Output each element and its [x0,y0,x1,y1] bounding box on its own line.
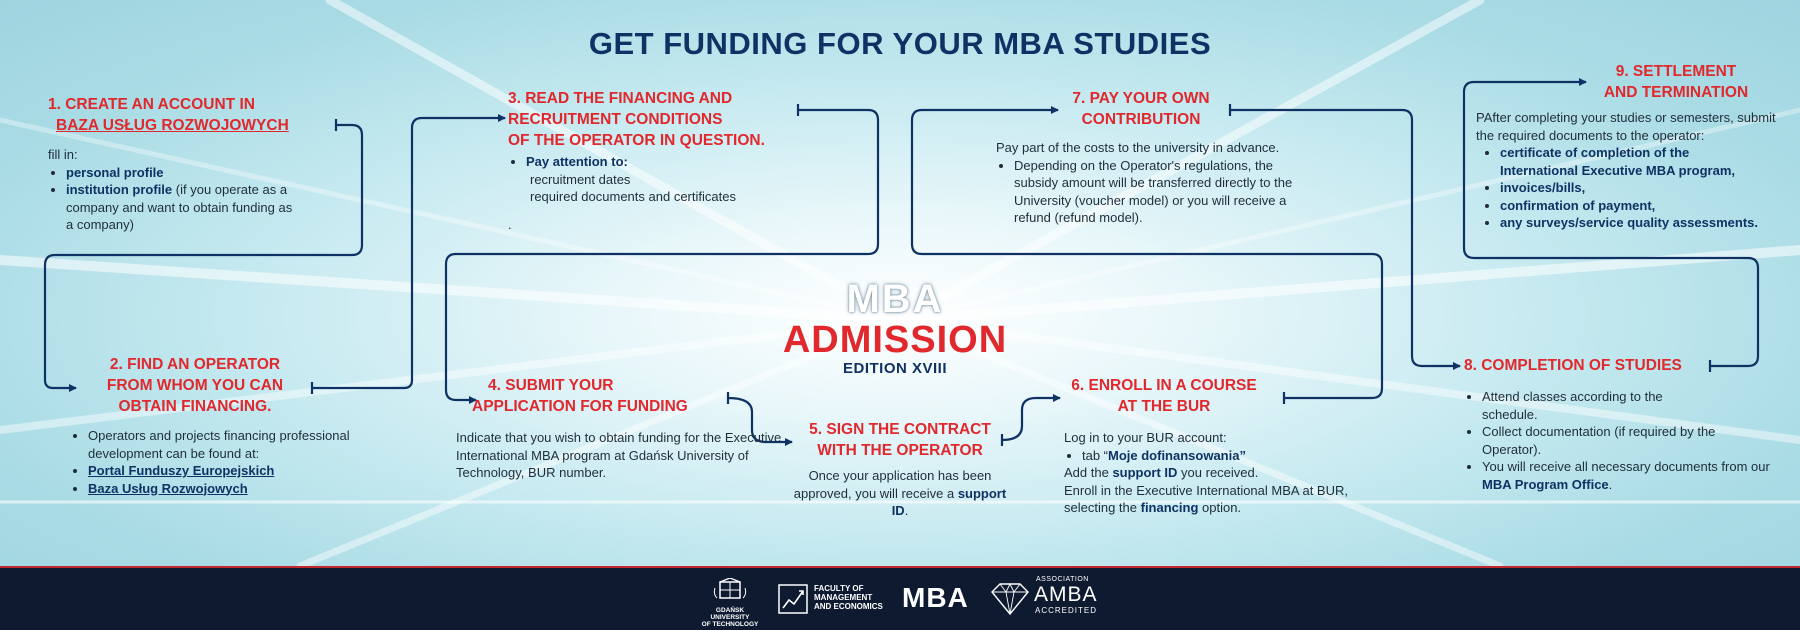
step-5 [790,419,1010,520]
step-6-title-line-1: 6. ENROLL IN A COURSE [1071,377,1257,394]
step-6-title [1064,375,1264,417]
step-2 [70,354,400,497]
gut-crest-icon [713,578,747,602]
amba-association-text: ASSOCIATION [1036,576,1089,583]
step-3-attention: • Pay attention to: [526,153,808,171]
step-6-line-3: Add the support ID you received. [1064,465,1259,480]
step-5-text: Once your application has been approved, you will receive a support ID. [793,468,1007,518]
footer-bar [0,566,1800,630]
step-1-intro: fill in: [48,147,78,162]
step-7-title-line-1: 7. PAY YOUR OWN [1072,90,1210,107]
step-4-body [456,429,786,482]
step-4-title-line-2: APPLICATION FOR FUNDING [472,398,688,415]
step-6-body [1064,429,1394,517]
page-title: GET FUNDING FOR YOUR MBA STUDIES [588,26,1212,61]
step-7-item-1: • Depending on the Operator's regulations, the subsidy amount will be transferred directly to the University (voucher model) or you will receive a refund (refund model). [1014,157,1304,227]
step-9-title-line-1: 9. SETTLEMENT [1615,63,1737,80]
step-2-title-line-3: OBTAIN FINANCING. [118,398,272,415]
step-8 [1464,355,1784,493]
step-8-item-1: • Attend classes according to the schedule. [1482,388,1672,423]
step-3-title-line-2: RECRUITMENT CONDITIONS [508,111,723,128]
step-4-text: Indicate that you wish to obtain funding for the Executive International MBA program at Gdańsk University of Technology, BUR number. [456,430,782,480]
footer-mba-logo: MBA [902,582,969,613]
step-4 [456,375,786,482]
amba-logo [988,576,1108,624]
step-1-title-line-1: 1. CREATE AN ACCOUNT IN [48,96,255,113]
step-5-title-line-2: WITH THE OPERATOR [817,442,983,459]
step-3-title-line-1: 3. READ THE FINANCING AND [508,90,733,107]
amba-diamond-icon [988,582,1032,616]
step-9 [1476,61,1786,232]
fme-name-line-1: FACULTY OF [814,584,864,593]
step-9-title-line-2: AND TERMINATION [1603,84,1749,101]
step-3-item-2: required documents and certificates [530,189,736,204]
step-9-item-2: • invoices/bills, [1500,179,1786,197]
step-9-item-3: • confirmation of payment, [1500,197,1786,215]
fme-name-line-3: AND ECONOMICS [814,602,883,611]
baza-uslug-link[interactable]: Baza Usług Rozwojowych [88,480,248,496]
fme-name-line-2: MANAGEMENT [814,593,873,602]
step-6 [1064,375,1394,517]
mba-admission-logo [745,278,1045,378]
step-8-item-3: • You will receive all necessary documents from our MBA Program Office. [1482,458,1772,493]
step-9-body [1476,109,1786,232]
step-6-tab: • tab “Moje dofinansowania” [1082,447,1394,465]
step-2-body [70,427,400,497]
step-7-line-1: Pay part of the costs to the university in advance. [996,140,1280,155]
step-3 [508,88,808,233]
step-6-line-1: Log in to your BUR account: [1064,430,1227,445]
step-5-title [790,419,1010,461]
step-3-item-1: recruitment dates [530,171,631,187]
step-9-title [1576,61,1776,103]
gut-name-line-1: GDAŃSK UNIVERSITY [710,607,750,621]
step-7-title [1026,88,1256,130]
logo-mba-text: MBA [846,277,944,321]
step-3-title [508,88,808,151]
arrow-5-to-6 [1002,398,1060,440]
step-6-line-4: Enroll in the Executive International MBA at BUR, selecting the financing option. [1064,482,1348,515]
step-4-title-line-1: 4. SUBMIT YOUR [488,377,614,394]
step-3-title-line-3: OF THE OPERATOR IN QUESTION. [508,132,765,149]
step-1-item-2: • institution profile (if you operate as a company and want to obtain funding as a company) [66,181,296,234]
step-1-body [48,146,348,234]
step-9-intro: PAfter completing your studies or semesters, submit the required documents to the operator: [1476,110,1776,143]
fme-chart-icon [778,584,808,614]
step-4-title [456,375,786,417]
step-2-item-2 [88,462,400,480]
step-2-title-line-2: FROM WHOM YOU CAN [106,377,284,394]
step-8-title [1464,355,1784,376]
step-8-item-2: • Collect documentation (if required by the Operator). [1482,423,1772,458]
step-2-item-3 [88,480,400,498]
gut-logo [700,578,760,628]
logo-admission-text: ADMISSION [782,319,1008,361]
step-7-body [996,139,1316,227]
portal-funduszy-link[interactable]: Portal Funduszy Europejskich [88,463,275,478]
step-9-item-4: • any surveys/service quality assessments. [1500,214,1786,232]
logo-edition-text: EDITION XVIII [842,360,947,377]
fme-logo [778,582,888,622]
step-1-title-line-2: BAZA USŁUG ROZWOJOWYCH [56,117,289,134]
step-1-title [48,94,348,136]
amba-name-text: AMBA [1034,583,1098,606]
step-2-item-1: • Operators and projects financing professional development can be found at: [88,427,398,462]
step-6-title-line-2: AT THE BUR [1117,398,1211,415]
gut-name-line-2: OF TECHNOLOGY [701,621,759,628]
step-7-title-line-2: CONTRIBUTION [1081,111,1201,128]
step-7 [996,88,1316,227]
step-1-item-1: • personal profile [66,164,348,182]
step-1 [48,94,348,234]
step-8-title-text: 8. COMPLETION OF STUDIES [1464,357,1682,374]
step-8-body [1464,388,1784,493]
amba-accredited-text: ACCREDITED [1035,606,1098,615]
step-3-body [508,153,808,233]
step-2-title-line-1: 2. FIND AN OPERATOR [109,356,281,373]
step-3-dot: . [508,216,512,232]
step-5-body [790,467,1010,520]
step-5-title-line-1: 5. SIGN THE CONTRACT [809,421,991,438]
step-9-item-1: • certificate of completion of the International Executive MBA program, [1500,144,1760,179]
step-2-title [70,354,320,417]
